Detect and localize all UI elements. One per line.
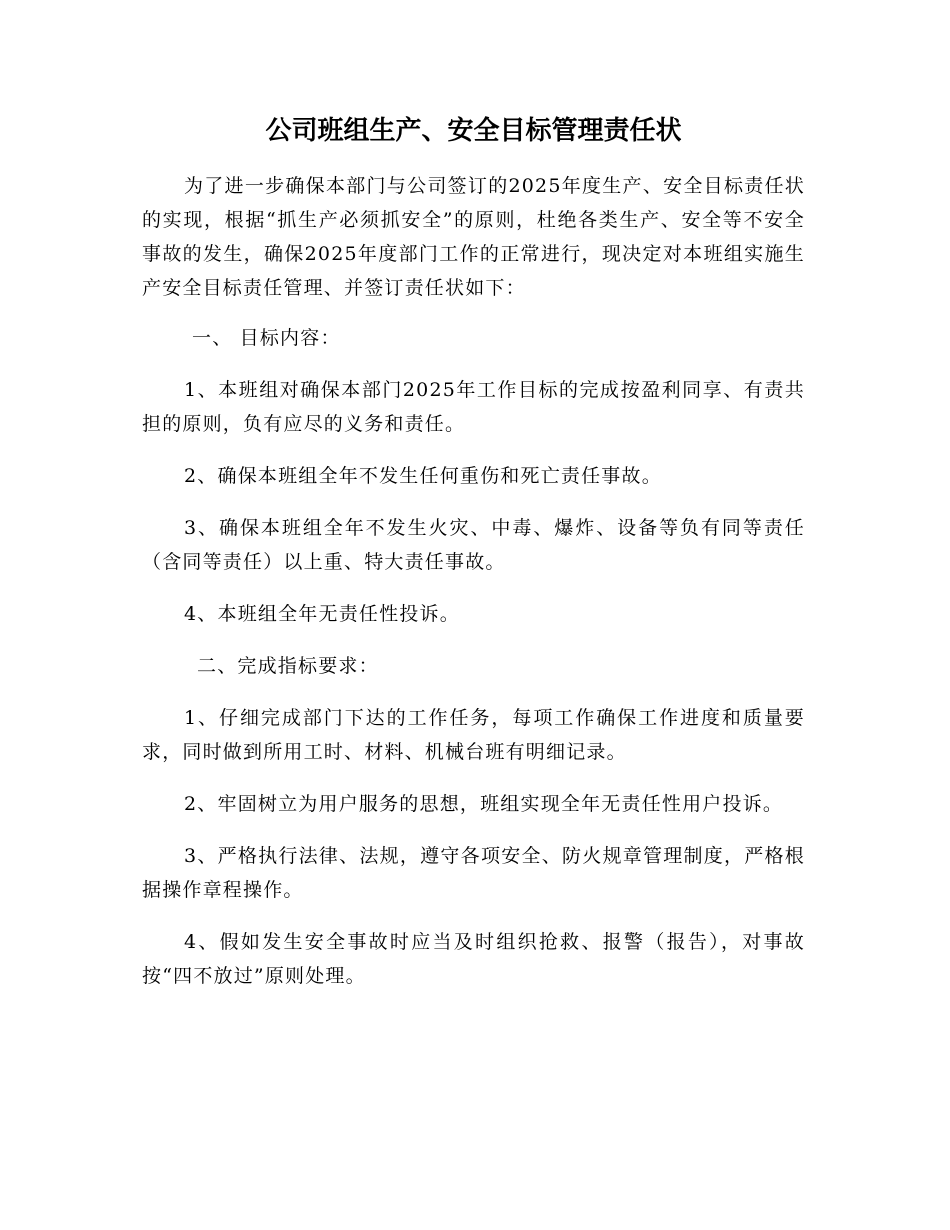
requirement-item-2: 2、牢固树立为用户服务的思想，班组实现全年无责任性用户投诉。 (184, 793, 784, 815)
target-item-1: 1、本班组对确保本部门2025年工作目标的完成按盈利同享、有责共担的原则，负有应尽的义务和责任。 (142, 379, 805, 435)
requirement-item-1: 1、仔细完成部门下达的工作任务，每项工作确保工作进度和质量要求，同时做到所用工时、材料、机械台班有明细记录。 (142, 707, 805, 763)
target-item-3: 3、确保本班组全年不发生火灾、中毒、爆炸、设备等负有同等责任（含同等责任）以上重、特大责任事故。 (142, 517, 805, 573)
target-item-2: 2、确保本班组全年不发生任何重伤和死亡责任事故。 (184, 465, 662, 487)
section-heading-requirements: 二、完成指标要求： (197, 655, 379, 677)
target-item-4: 4、本班组全年无责任性投诉。 (184, 603, 460, 625)
requirement-item-4: 4、假如发生安全事故时应当及时组织抢救、报警（报告），对事故按“四不放过”原则处理。 (142, 931, 805, 987)
requirement-item-3: 3、严格执行法律、法规，遵守各项安全、防火规章管理制度，严格根据操作章程操作。 (142, 845, 805, 901)
section-heading-targets: 一、 目标内容： (192, 327, 341, 349)
intro-paragraph: 为了进一步确保本部门与公司签订的2025年度生产、安全目标责任状的实现，根据“抓生产必须抓安全”的原则，杜绝各类生产、安全等不安全事故的发生，确保2025年度部门工作的正常进行，现决定对本班组实施生产安全目标责任管理、并签订责任状如下： (142, 175, 805, 299)
document-title: 公司班组生产、安全目标管理责任状 (265, 116, 682, 146)
